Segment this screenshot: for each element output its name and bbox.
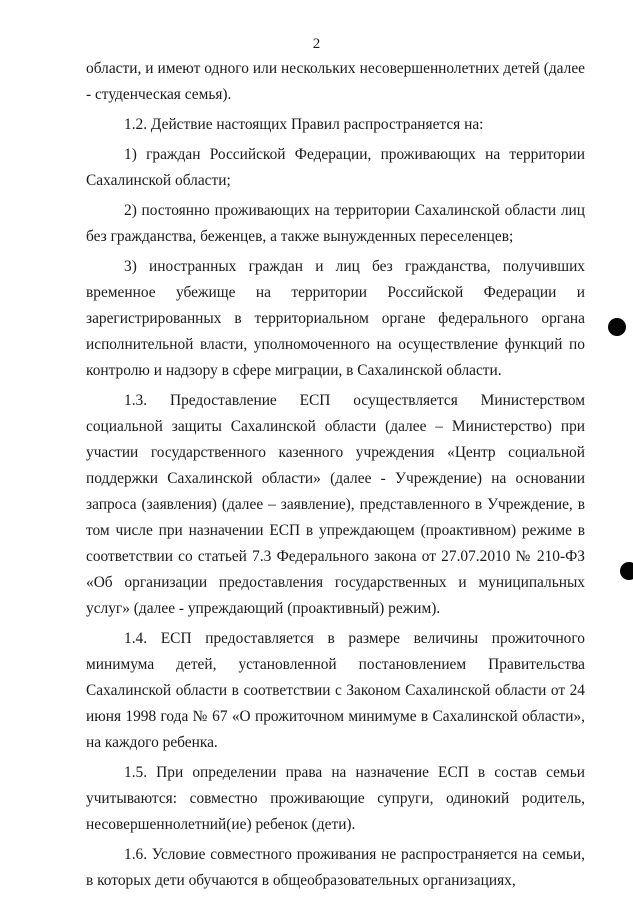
paragraph-1-3: 1.3. Предоставление ЕСП осуществляется Министерством социальной защиты Сахалинской области (далее – Министерство) при участии государственного казенного учреждения «Центр социальной поддержки Сахалинской области» (далее - Учреждение) на основании запроса (заявления) (далее – заявление), представленного в Учреждение, в том числе при назначении ЕСП в упреждающем (проактивном) режиме в соответствии со статьей 7.3 Федерального закона от 27.07.2010 № 210-ФЗ «Об организации предоставления государственных и муниципальных услуг» (далее - упреждающий (проактивный) режим). (86, 392, 585, 617)
paragraph-item-1: 1) граждан Российской Федерации, проживающих на территории Сахалинской области; (86, 146, 585, 189)
paragraph-1-4: 1.4. ЕСП предоставляется в размере величины прожиточного минимума детей, установленной постановлением Правительства Сахалинской области в соответствии с Законом Сахалинской области от 24 июня 1998 года № 67 «О прожиточном минимуме в Сахалинской области», на каждого ребенка. (86, 630, 585, 751)
paragraph-1-2: 1.2. Действие настоящих Правил распространяется на: (124, 116, 484, 133)
page-number: 2 (312, 36, 321, 52)
document-body (86, 56, 585, 894)
paragraph-continuation: области, и имеют одного или нескольких несовершеннолетних детей (далее - студенческая семья). (86, 60, 585, 103)
paragraph-1-6: 1.6. Условие совместного проживания не распространяется на семьи, в которых дети обучаются в общеобразовательных организациях, (86, 846, 585, 889)
punch-hole-bottom (620, 562, 633, 580)
paragraph-1-5: 1.5. При определении права на назначение ЕСП в состав семьи учитываются: совместно проживающие супруги, одинокий родитель, несовершеннолетний(ие) ребенок (дети). (86, 764, 585, 833)
paragraph-item-2: 2) постоянно проживающих на территории Сахалинской области лиц без гражданства, беженцев, а также вынужденных переселенцев; (86, 202, 585, 245)
punch-hole-top (608, 318, 626, 336)
paragraph-item-3: 3) иностранных граждан и лиц без гражданства, получивших временное убежище на территории Российской Федерации и зарегистрированных в территориальном органе федерального органа исполнительной власти, уполномоченного на осуществление функций по контролю и надзору в сфере миграции, в Сахалинской области. (86, 258, 585, 379)
